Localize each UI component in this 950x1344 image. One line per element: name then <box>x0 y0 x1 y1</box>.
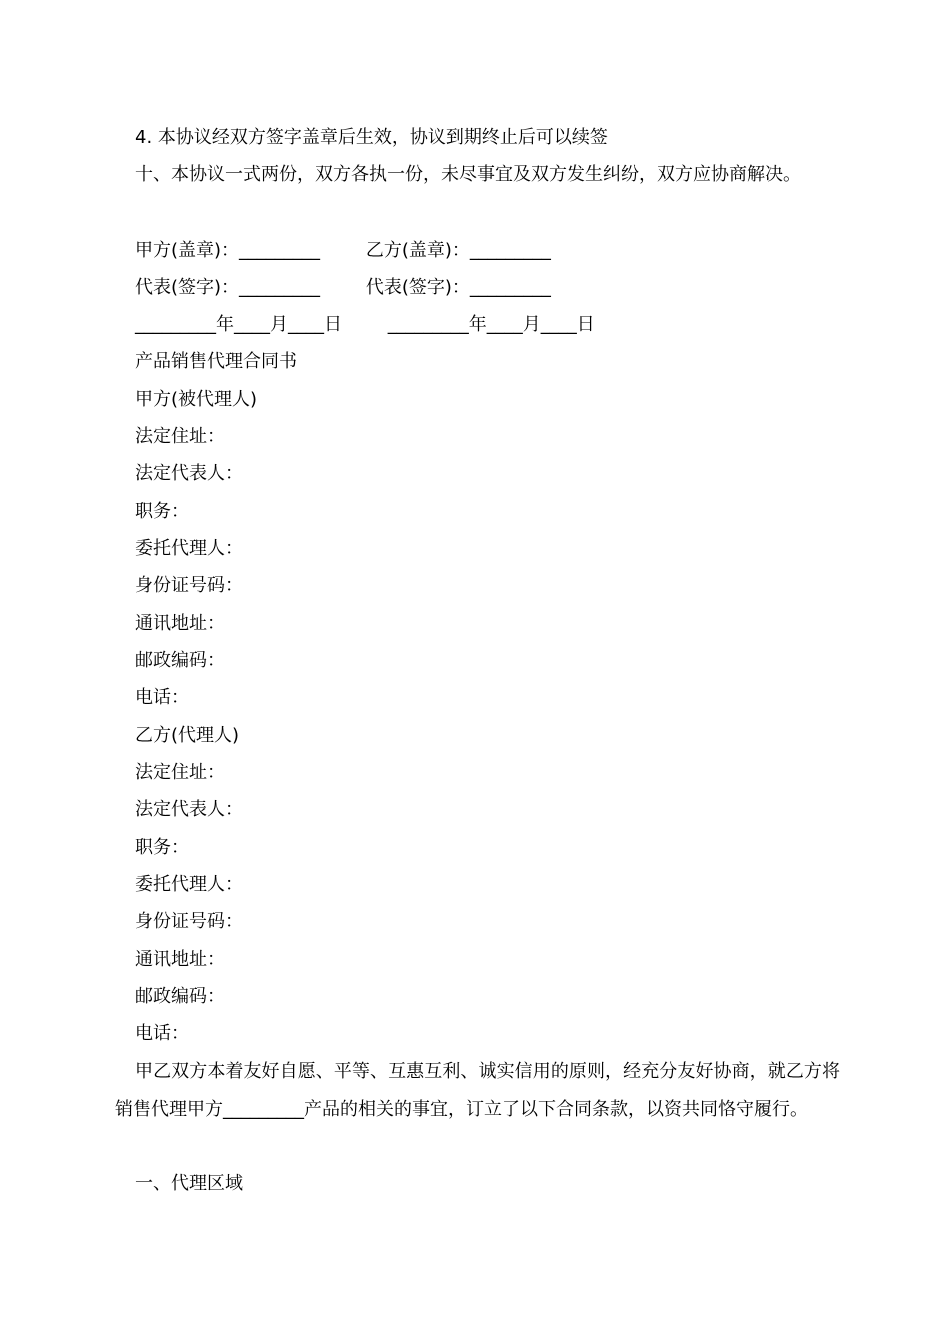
party-a-position: 职务： <box>135 501 189 522</box>
signature-row-representative: 代表(签字)：_________ 代表(签字)：_________ <box>135 277 551 298</box>
party-b-address: 法定住址： <box>135 762 225 783</box>
party-a-phone: 电话： <box>135 687 189 708</box>
party-a-legal-rep: 法定代表人： <box>135 463 243 484</box>
party-b-agent: 委托代理人： <box>135 874 243 895</box>
party-b-legal-rep: 法定代表人： <box>135 799 243 820</box>
signature-row-seal: 甲方(盖章)：_________ 乙方(盖章)：_________ <box>135 240 551 261</box>
party-a-postcode: 邮政编码： <box>135 650 225 671</box>
party-a-id-number: 身份证号码： <box>135 575 243 596</box>
party-b-heading: 乙方(代理人) <box>135 725 240 746</box>
party-a-agent: 委托代理人： <box>135 538 243 559</box>
party-b-id-number: 身份证号码： <box>135 911 243 932</box>
preamble-paragraph: 甲乙双方本着友好自愿、平等、互惠互利、诚实信用的原则，经充分友好协商，就乙方将销售代理甲方_________产品的相关的事宜，订立了以下合同条款，以资共同恪守履行。 <box>115 1061 840 1120</box>
party-a-heading: 甲方(被代理人) <box>135 389 258 410</box>
party-b-position: 职务： <box>135 837 189 858</box>
clause-4: 4. 本协议经双方签字盖章后生效，协议到期终止后可以续签 <box>135 127 608 148</box>
section-1-heading: 一、代理区域 <box>135 1173 243 1194</box>
party-a-mail-address: 通讯地址： <box>135 613 225 634</box>
party-b-phone: 电话： <box>135 1023 189 1044</box>
clause-10: 十、本协议一式两份，双方各执一份，未尽事宜及双方发生纠纷，双方应协商解决。 <box>135 164 801 185</box>
contract-title: 产品销售代理合同书 <box>135 351 297 372</box>
party-b-mail-address: 通讯地址： <box>135 949 225 970</box>
signature-row-date: _________年____月____日 _________年____月____日 <box>135 314 595 335</box>
party-a-address: 法定住址： <box>135 426 225 447</box>
party-b-postcode: 邮政编码： <box>135 986 225 1007</box>
